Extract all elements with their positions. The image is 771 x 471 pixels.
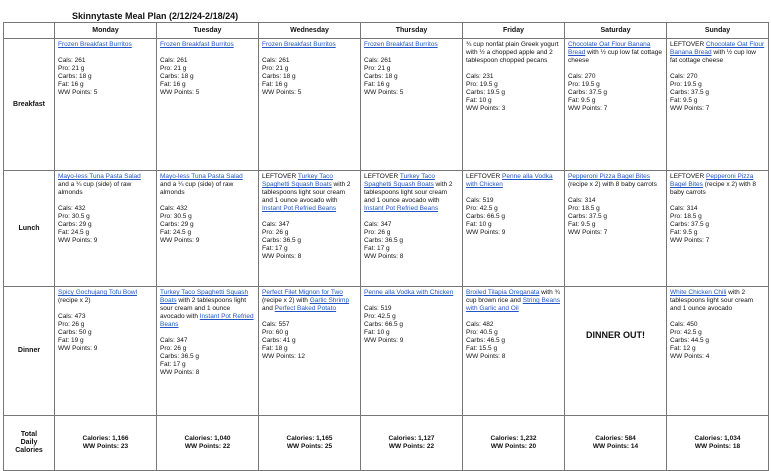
- meal-description: [160, 173, 255, 197]
- nutrition-line: Pro: 42.5 g: [466, 205, 498, 212]
- recipe-link[interactable]: Instant Pot Refried Beans: [262, 205, 337, 212]
- nutrition-line: Fat: 10 g: [466, 97, 492, 104]
- meal-plan-table: [3, 22, 769, 471]
- breakfast-cell: [463, 39, 565, 171]
- nutrition-line: WW Points: 5: [364, 89, 404, 96]
- nutrition-line: Cals: 270: [568, 73, 596, 80]
- total-cell: [259, 416, 361, 471]
- recipe-link[interactable]: Garlic Shrimp: [309, 297, 350, 304]
- total-calories: Calories: 1,034: [694, 435, 741, 442]
- nutrition-line: WW Points: 7: [670, 237, 710, 244]
- nutrition-line: Carbs: 36.5 g: [160, 353, 200, 360]
- nutrition-line: Cals: 450: [670, 321, 698, 328]
- nutrition-line: Fat: 24.5 g: [160, 229, 192, 236]
- meal-text: and: [262, 305, 275, 312]
- nutrition-line: Fat: 24.5 g: [58, 229, 90, 236]
- recipe-link[interactable]: Turkey Taco Spaghetti Squash Boats: [262, 173, 333, 188]
- nutrition-line: Carbs: 50 g: [58, 329, 92, 336]
- nutrition-line: WW Points: 8: [466, 353, 506, 360]
- meal-text: (recipe x 2): [58, 297, 91, 304]
- row-label-dinner: Dinner: [4, 287, 55, 416]
- spacer: [262, 213, 357, 221]
- dinner-cell: [259, 287, 361, 416]
- nutrition-line: Cals: 519: [364, 305, 392, 312]
- nutrition-line: Pro: 19.5 g: [466, 81, 498, 88]
- nutrition-line: Pro: 26 g: [160, 345, 187, 352]
- recipe-link[interactable]: Frozen Breakfast Burritos: [58, 41, 132, 48]
- recipe-link[interactable]: Frozen Breakfast Burritos: [262, 41, 336, 48]
- spacer: [262, 313, 357, 321]
- nutrition-line: Carbs: 18 g: [262, 73, 296, 80]
- nutrition-line: Carbs: 18 g: [160, 73, 194, 80]
- nutrition-line: Pro: 18.5 g: [670, 213, 702, 220]
- nutrition-line: Fat: 16 g: [262, 81, 288, 88]
- nutrition-line: Pro: 19.5 g: [670, 81, 702, 88]
- nutrition-line: Pro: 42.5 g: [364, 313, 396, 320]
- total-ww-points: WW Points: 18: [694, 443, 741, 450]
- meal-text: (recipe x 2) with 8 baby carrots: [568, 181, 657, 188]
- dinner-cell: [463, 287, 565, 416]
- meal-description: [466, 289, 561, 313]
- dinner-cell: [55, 287, 157, 416]
- meal-text: with 2 tablespoons light sour cream and 1 ounce avocado: [670, 289, 754, 312]
- day-header-thursday: Thursday: [361, 23, 463, 39]
- recipe-link[interactable]: Pepperoni Pizza Bagel Bites: [568, 173, 651, 180]
- header-row: [4, 23, 769, 39]
- nutrition-line: Cals: 261: [364, 57, 392, 64]
- dinner-cell: [157, 287, 259, 416]
- meal-text: LEFTOVER: [466, 173, 503, 180]
- spacer: [58, 49, 153, 57]
- nutrition-line: WW Points: 7: [670, 105, 710, 112]
- total-label-line: Daily: [20, 439, 38, 446]
- nutrition-line: WW Points: 4: [670, 353, 710, 360]
- total-cell: [565, 416, 667, 471]
- spacer: [568, 65, 663, 73]
- total-ww-points: WW Points: 20: [490, 443, 537, 450]
- nutrition-line: WW Points: 9: [160, 237, 200, 244]
- total-cell: [55, 416, 157, 471]
- recipe-link[interactable]: Chocolate Oat Flour Banana Bread: [670, 41, 765, 56]
- recipe-link[interactable]: Penne alla Vodka with Chicken: [466, 173, 553, 188]
- nutrition-line: Pro: 21 g: [262, 65, 289, 72]
- nutrition-line: Cals: 261: [262, 57, 290, 64]
- nutrition-line: Carbs: 37.5 g: [568, 213, 608, 220]
- row-label-lunch: Lunch: [4, 171, 55, 287]
- meal-text: and a ¼ cup (side) of raw almonds: [58, 181, 132, 196]
- nutrition-line: Fat: 9.5 g: [670, 97, 698, 104]
- nutrition-line: Pro: 26 g: [58, 321, 85, 328]
- breakfast-cell: [565, 39, 667, 171]
- nutrition-line: Pro: 21 g: [160, 65, 187, 72]
- nutrition-line: WW Points: 12: [262, 353, 305, 360]
- recipe-link[interactable]: String Beans with Garlic and Oil: [466, 297, 560, 312]
- row-label-breakfast: Breakfast: [4, 39, 55, 171]
- day-header-saturday: Saturday: [565, 23, 667, 39]
- meal-description: [262, 173, 357, 213]
- meal-description: [466, 173, 561, 189]
- nutrition-line: Fat: 16 g: [160, 81, 186, 88]
- nutrition-line: Carbs: 46.5 g: [466, 337, 506, 344]
- recipe-link[interactable]: Pepperoni Pizza Bagel Bites: [670, 173, 754, 188]
- nutrition-line: Cals: 314: [568, 197, 596, 204]
- nutrition-line: Carbs: 36.5 g: [262, 237, 302, 244]
- total-cell: [667, 416, 769, 471]
- meal-description: [160, 41, 255, 49]
- lunch-cell: [259, 171, 361, 287]
- nutrition-line: Pro: 26 g: [262, 229, 289, 236]
- total-cell: [157, 416, 259, 471]
- total-cell: [463, 416, 565, 471]
- meal-description: [160, 289, 255, 329]
- nutrition-line: WW Points: 5: [262, 89, 302, 96]
- meal-text: LEFTOVER: [364, 173, 400, 180]
- nutrition-line: Fat: 17 g: [160, 361, 186, 368]
- total-ww-points: WW Points: 22: [184, 443, 231, 450]
- nutrition-line: Fat: 16 g: [364, 81, 390, 88]
- meal-text: ¾ cup nonfat plain Greek yogurt with ½ a chopped apple and 2 tablespoon chopped pecans: [466, 41, 559, 64]
- spacer: [670, 65, 765, 73]
- breakfast-cell: [361, 39, 463, 171]
- total-ww-points: WW Points: 25: [286, 443, 333, 450]
- dinner-cell: [565, 287, 667, 416]
- dinner-cell: [361, 287, 463, 416]
- nutrition-line: Fat: 19 g: [58, 337, 84, 344]
- recipe-link[interactable]: Mayo-less Tuna Pasta Salad: [58, 173, 141, 180]
- row-label-total: [4, 416, 55, 471]
- breakfast-row: [4, 39, 769, 171]
- meal-text: with ½ cup low fat cottage cheese: [568, 49, 662, 64]
- day-header-wednesday: Wednesday: [259, 23, 361, 39]
- totals-row: [4, 416, 769, 471]
- breakfast-cell: [667, 39, 769, 171]
- nutrition-line: Carbs: 37.5 g: [670, 221, 710, 228]
- recipe-link[interactable]: Penne alla Vodka with Chicken: [364, 289, 454, 296]
- nutrition-line: WW Points: 9: [364, 337, 404, 344]
- meal-description: [364, 289, 459, 297]
- breakfast-cell: [157, 39, 259, 171]
- nutrition-line: Cals: 482: [466, 321, 494, 328]
- nutrition-line: Carbs: 66.5 g: [466, 213, 506, 220]
- lunch-cell: [157, 171, 259, 287]
- recipe-link[interactable]: Instant Pot Refried Beans: [364, 205, 439, 212]
- nutrition-line: WW Points: 7: [568, 105, 608, 112]
- nutrition-line: Carbs: 29 g: [160, 221, 194, 228]
- nutrition-line: Carbs: 41 g: [262, 337, 296, 344]
- lunch-row: [4, 171, 769, 287]
- total-calories: Calories: 1,166: [82, 435, 129, 442]
- lunch-cell: [565, 171, 667, 287]
- nutrition-line: Cals: 261: [160, 57, 188, 64]
- nutrition-line: Fat: 9.5 g: [568, 221, 596, 228]
- total-calories: Calories: 1,165: [286, 435, 333, 442]
- spacer: [364, 213, 459, 221]
- nutrition-line: Pro: 30.5 g: [58, 213, 90, 220]
- spacer: [58, 197, 153, 205]
- meal-description: [466, 41, 561, 65]
- nutrition-line: Fat: 17 g: [364, 245, 390, 252]
- total-ww-points: WW Points: 23: [82, 443, 129, 450]
- spacer: [160, 49, 255, 57]
- meal-description: [262, 289, 357, 313]
- nutrition-line: WW Points: 3: [466, 105, 506, 112]
- nutrition-line: Cals: 519: [466, 197, 494, 204]
- meal-description: [58, 173, 153, 197]
- nutrition-line: Pro: 21 g: [364, 65, 391, 72]
- total-label-line: Calories: [15, 447, 43, 454]
- total-calories: Calories: 1,127: [388, 435, 435, 442]
- nutrition-line: Pro: 18.5 g: [568, 205, 600, 212]
- nutrition-line: Carbs: 29 g: [58, 221, 92, 228]
- recipe-link[interactable]: Chocolate Oat Flour Banana Bread: [568, 41, 651, 56]
- nutrition-line: WW Points: 8: [160, 369, 200, 376]
- nutrition-line: Fat: 18 g: [262, 345, 288, 352]
- nutrition-line: Fat: 15.5 g: [466, 345, 498, 352]
- nutrition-line: Fat: 9.5 g: [568, 97, 596, 104]
- day-header-sunday: Sunday: [667, 23, 769, 39]
- dinner-out-label: DINNER OUT!: [586, 330, 645, 340]
- recipe-link[interactable]: Instant Pot Refried Beans: [160, 313, 254, 328]
- meal-description: [58, 289, 153, 305]
- spacer: [160, 329, 255, 337]
- meal-description: [568, 41, 663, 65]
- lunch-cell: [667, 171, 769, 287]
- nutrition-line: Carbs: 44.5 g: [670, 337, 710, 344]
- total-label-line: Total: [20, 431, 38, 438]
- nutrition-line: Cals: 314: [670, 205, 698, 212]
- nutrition-line: Carbs: 18 g: [364, 73, 398, 80]
- nutrition-line: Pro: 26 g: [364, 229, 391, 236]
- recipe-link[interactable]: Frozen Breakfast Burritos: [364, 41, 438, 48]
- meal-text: with ½ cup low fat cottage cheese: [670, 49, 756, 64]
- total-ww-points: WW Points: 22: [388, 443, 435, 450]
- nutrition-line: Carbs: 36.5 g: [364, 237, 404, 244]
- recipe-link[interactable]: White Chicken Chili: [670, 289, 727, 296]
- nutrition-line: WW Points: 5: [58, 89, 98, 96]
- nutrition-line: Carbs: 37.5 g: [670, 89, 710, 96]
- recipe-link[interactable]: Turkey Taco Spaghetti Squash Boats: [364, 173, 435, 188]
- spacer: [160, 197, 255, 205]
- meal-text: with 2 tablespoons light sour cream and 1 ounce avocado with: [364, 181, 453, 204]
- recipe-link[interactable]: Spicy Gochujang Tofu Bowl: [58, 289, 138, 296]
- nutrition-line: Fat: 12 g: [670, 345, 696, 352]
- meal-text: and a ¼ cup (side) of raw almonds: [160, 181, 234, 196]
- nutrition-line: WW Points: 9: [466, 229, 506, 236]
- nutrition-line: WW Points: 8: [364, 253, 404, 260]
- nutrition-line: Pro: 60 g: [262, 329, 289, 336]
- spacer: [466, 189, 561, 197]
- nutrition-line: WW Points: 9: [58, 237, 98, 244]
- nutrition-line: WW Points: 9: [58, 345, 98, 352]
- total-cell: [361, 416, 463, 471]
- nutrition-line: Cals: 347: [364, 221, 392, 228]
- recipe-link[interactable]: Perfect Filet Mignon for Two: [262, 289, 343, 296]
- meal-description: [670, 173, 765, 197]
- lunch-cell: [463, 171, 565, 287]
- nutrition-line: Pro: 21 g: [58, 65, 85, 72]
- nutrition-line: Cals: 432: [160, 205, 188, 212]
- nutrition-line: Cals: 432: [58, 205, 86, 212]
- spacer: [364, 297, 459, 305]
- breakfast-cell: [55, 39, 157, 171]
- nutrition-line: Cals: 473: [58, 313, 86, 320]
- spacer: [262, 49, 357, 57]
- nutrition-line: Cals: 231: [466, 73, 494, 80]
- recipe-link[interactable]: Broiled Tilapia Oreganata: [466, 289, 540, 296]
- meal-text: with ¾ cup brown rice and: [466, 289, 560, 304]
- spacer: [466, 313, 561, 321]
- nutrition-line: Carbs: 18 g: [58, 73, 92, 80]
- spacer: [670, 197, 765, 205]
- nutrition-line: Cals: 347: [160, 337, 188, 344]
- day-header-tuesday: Tuesday: [157, 23, 259, 39]
- nutrition-line: Cals: 270: [670, 73, 698, 80]
- recipe-link[interactable]: Frozen Breakfast Burritos: [160, 41, 234, 48]
- page-title: Skinnytaste Meal Plan (2/12/24-2/18/24): [72, 11, 239, 21]
- recipe-link[interactable]: Turkey Taco Spaghetti Squash Boats: [160, 289, 249, 304]
- nutrition-line: Carbs: 37.5 g: [568, 89, 608, 96]
- total-calories: Calories: 584: [595, 435, 636, 442]
- corner-cell: [4, 23, 55, 39]
- meal-description: [670, 41, 765, 65]
- meal-description: [670, 289, 765, 313]
- nutrition-line: WW Points: 7: [568, 229, 608, 236]
- meal-description: [568, 173, 663, 189]
- meal-text: with 2 tablespoons light sour cream and 1 ounce avocado with: [262, 181, 351, 204]
- spacer: [568, 189, 663, 197]
- dinner-row: [4, 287, 769, 416]
- nutrition-line: Cals: 347: [262, 221, 290, 228]
- nutrition-line: Fat: 16 g: [58, 81, 84, 88]
- breakfast-cell: [259, 39, 361, 171]
- spacer: [466, 65, 561, 73]
- total-calories: Calories: 1,040: [184, 435, 231, 442]
- meal-text: LEFTOVER: [670, 41, 707, 48]
- nutrition-line: WW Points: 8: [262, 253, 302, 260]
- meal-description: [364, 41, 459, 49]
- nutrition-line: Fat: 10 g: [364, 329, 390, 336]
- nutrition-line: Cals: 261: [58, 57, 86, 64]
- meal-description: [262, 41, 357, 49]
- nutrition-line: Fat: 10 g: [466, 221, 492, 228]
- nutrition-line: Pro: 19.5 g: [568, 81, 600, 88]
- spacer: [670, 313, 765, 321]
- nutrition-line: Carbs: 66.5 g: [364, 321, 404, 328]
- meal-text: LEFTOVER: [670, 173, 707, 180]
- recipe-link[interactable]: Mayo-less Tuna Pasta Salad: [160, 173, 243, 180]
- day-header-monday: Monday: [55, 23, 157, 39]
- meal-description: [364, 173, 459, 213]
- dinner-cell: [667, 287, 769, 416]
- total-ww-points: WW Points: 14: [592, 443, 639, 450]
- nutrition-line: Cals: 557: [262, 321, 290, 328]
- lunch-cell: [55, 171, 157, 287]
- total-calories: Calories: 1,232: [490, 435, 537, 442]
- meal-description: [58, 41, 153, 49]
- recipe-link[interactable]: Perfect Baked Potato: [274, 305, 337, 312]
- nutrition-line: Pro: 40.5 g: [466, 329, 498, 336]
- meal-text: LEFTOVER: [262, 173, 298, 180]
- nutrition-line: Pro: 42.5 g: [670, 329, 702, 336]
- spacer: [364, 49, 459, 57]
- meal-text: with 2 tablespoons light sour cream and 1 ounce avocado with: [160, 297, 247, 320]
- nutrition-line: Fat: 9.5 g: [670, 229, 698, 236]
- meal-text: (recipe x 2) with 8 baby carrots: [670, 181, 756, 196]
- nutrition-line: Carbs: 19.5 g: [466, 89, 506, 96]
- day-header-friday: Friday: [463, 23, 565, 39]
- spacer: [58, 305, 153, 313]
- lunch-cell: [361, 171, 463, 287]
- meal-text: (recipe x 2) with: [262, 297, 310, 304]
- nutrition-line: WW Points: 5: [160, 89, 200, 96]
- nutrition-line: Fat: 17 g: [262, 245, 288, 252]
- nutrition-line: Pro: 30.5 g: [160, 213, 192, 220]
